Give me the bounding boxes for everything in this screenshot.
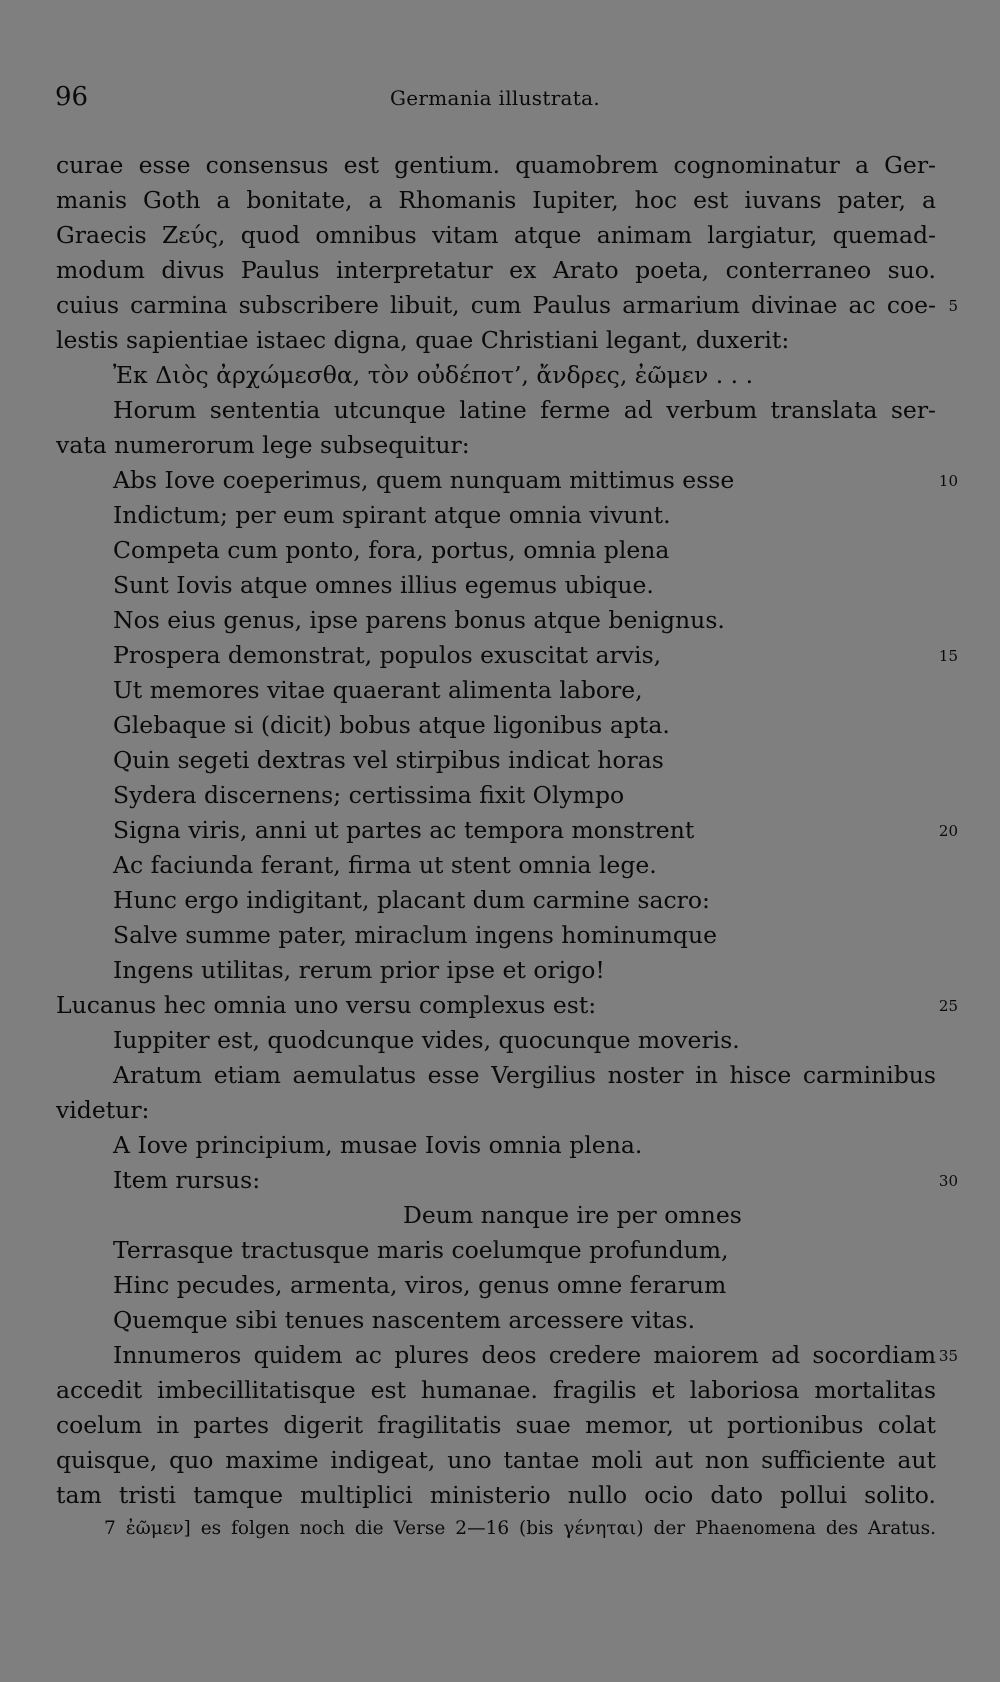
- line-text: manis Goth a bonitate, a Rhomanis Iupiter, hoc est iuvans pater, a: [56, 186, 936, 214]
- text-line: [56, 848, 936, 883]
- text-line: [56, 743, 936, 778]
- line-text: videtur:: [56, 1096, 150, 1124]
- line-text: Quin segeti dextras vel stirpibus indicat horas: [113, 746, 664, 774]
- line-text: Competa cum ponto, fora, portus, omnia plena: [113, 536, 670, 564]
- text-line: [56, 1373, 936, 1408]
- text-line: [56, 253, 936, 288]
- running-title: Germania illustrata.: [390, 86, 600, 110]
- text-line: [56, 673, 936, 708]
- text-line: [56, 918, 936, 953]
- text-line: [56, 218, 936, 253]
- line-text: Lucanus hec omnia uno versu complexus est:: [56, 991, 597, 1019]
- line-text: curae esse consensus est gentium. quamobrem cognominatur a Ger-: [56, 151, 936, 179]
- text-line: [56, 813, 958, 848]
- line-text: vata numerorum lege subsequitur:: [56, 431, 470, 459]
- text-line: [56, 1093, 936, 1128]
- line-text: Ut memores vitae quaerant alimenta labore,: [113, 676, 643, 704]
- line-text: Terrasque tractusque maris coelumque profundum,: [113, 1236, 729, 1264]
- line-number: 20: [938, 822, 958, 840]
- line-text: Item rursus:: [113, 1166, 261, 1194]
- line-text: Glebaque si (dicit) bobus atque ligonibus apta.: [113, 711, 670, 739]
- line-text: Prospera demonstrat, populos exuscitat arvis,: [113, 641, 662, 669]
- text-line: [56, 428, 936, 463]
- line-text: Innumeros quidem ac plures deos credere maiorem ad socordiam: [113, 1341, 936, 1369]
- line-text: Sydera discernens; certissima fixit Olympo: [113, 781, 625, 809]
- line-text: quisque, quo maxime indigeat, uno tantae moli aut non sufficiente aut: [56, 1446, 936, 1474]
- text-line: [56, 288, 958, 323]
- text-line: [56, 393, 936, 428]
- text-line: [56, 1268, 936, 1303]
- page-header: [55, 82, 935, 118]
- line-number: 15: [938, 647, 958, 665]
- line-text: Indictum; per eum spirant atque omnia vivunt.: [113, 501, 671, 529]
- text-line: [56, 603, 936, 638]
- text-line: [56, 323, 936, 358]
- line-text: modum divus Paulus interpretatur ex Arato poeta, conterraneo suo.: [56, 256, 936, 284]
- line-text: Ac faciunda ferant, firma ut stent omnia lege.: [113, 851, 657, 879]
- text-line: [56, 1408, 936, 1443]
- line-number: 10: [938, 472, 958, 490]
- text-line: [56, 988, 958, 1023]
- line-text: A Iove principium, musae Iovis omnia plena.: [113, 1131, 643, 1159]
- line-text: Quemque sibi tenues nascentem arcessere vitas.: [113, 1306, 696, 1334]
- text-line: [56, 463, 958, 498]
- text-line: [56, 568, 936, 603]
- line-text: accedit imbecillitatisque est humanae. fragilis et laboriosa mortalitas: [56, 1376, 936, 1404]
- line-number: 35: [938, 1347, 958, 1365]
- text-line: [56, 1338, 958, 1373]
- text-line: [56, 1163, 958, 1198]
- line-text: Horum sententia utcunque latine ferme ad verbum translata ser-: [113, 396, 936, 424]
- text-line: [56, 1233, 936, 1268]
- text-line: [56, 358, 936, 393]
- text-line: [56, 498, 936, 533]
- line-text: Abs Iove coeperimus, quem nunquam mittimus esse: [113, 466, 735, 494]
- text-line: [56, 778, 936, 813]
- page-number: 96: [55, 82, 89, 112]
- line-text: Deum nanque ire per omnes: [403, 1201, 742, 1229]
- text-line: [56, 148, 936, 183]
- line-number: 30: [938, 1172, 958, 1190]
- line-text: Ἐκ Διὸς ἀρχώμεσθα, τὸν οὐδέποτ’, ἄνδρες, ἐῶμεν . . .: [113, 361, 754, 389]
- main-text: [56, 148, 958, 1513]
- text-line: [56, 708, 936, 743]
- text-line: [56, 1478, 936, 1513]
- text-line: [56, 883, 936, 918]
- line-text: Hinc pecudes, armenta, viros, genus omne ferarum: [113, 1271, 727, 1299]
- line-text: Signa viris, anni ut partes ac tempora monstrent: [113, 816, 695, 844]
- line-text: coelum in partes digerit fragilitatis suae memor, ut portionibus colat: [56, 1411, 936, 1439]
- line-text: tam tristi tamque multiplici ministerio nullo ocio dato pollui solito.: [56, 1481, 936, 1509]
- line-text: Sunt Iovis atque omnes illius egemus ubique.: [113, 571, 654, 599]
- text-line: [56, 533, 936, 568]
- text-line: [56, 183, 936, 218]
- line-number: 25: [938, 997, 958, 1015]
- line-text: Graecis Ζεύς, quod omnibus vitam atque animam largiatur, quemad-: [56, 221, 936, 249]
- line-text: Ingens utilitas, rerum prior ipse et origo!: [113, 956, 605, 984]
- text-line: [56, 1303, 936, 1338]
- line-text: Nos eius genus, ipse parens bonus atque benignus.: [113, 606, 725, 634]
- text-line: [56, 953, 936, 988]
- text-line: [56, 1198, 936, 1233]
- line-number: 5: [948, 297, 958, 315]
- line-text: lestis sapientiae istaec digna, quae Christiani legant, duxerit:: [56, 326, 790, 354]
- text-line: [56, 1443, 936, 1478]
- line-text: Hunc ergo indigitant, placant dum carmine sacro:: [113, 886, 710, 914]
- line-text: Aratum etiam aemulatus esse Vergilius noster in hisce carminibus: [113, 1061, 936, 1089]
- line-text: Salve summe pater, miraclum ingens hominumque: [113, 921, 718, 949]
- text-line: [56, 1128, 936, 1163]
- footnote: 7 ἐῶμεν] es folgen noch die Verse 2—16 (bis γένηται) der Phaenomena des Aratus.: [104, 1518, 936, 1539]
- text-line: [56, 638, 958, 673]
- line-text: Iuppiter est, quodcunque vides, quocunque moveris.: [113, 1026, 740, 1054]
- line-text: cuius carmina subscribere libuit, cum Paulus armarium divinae ac coe-: [56, 291, 936, 319]
- text-line: [56, 1058, 936, 1093]
- text-line: [56, 1023, 936, 1058]
